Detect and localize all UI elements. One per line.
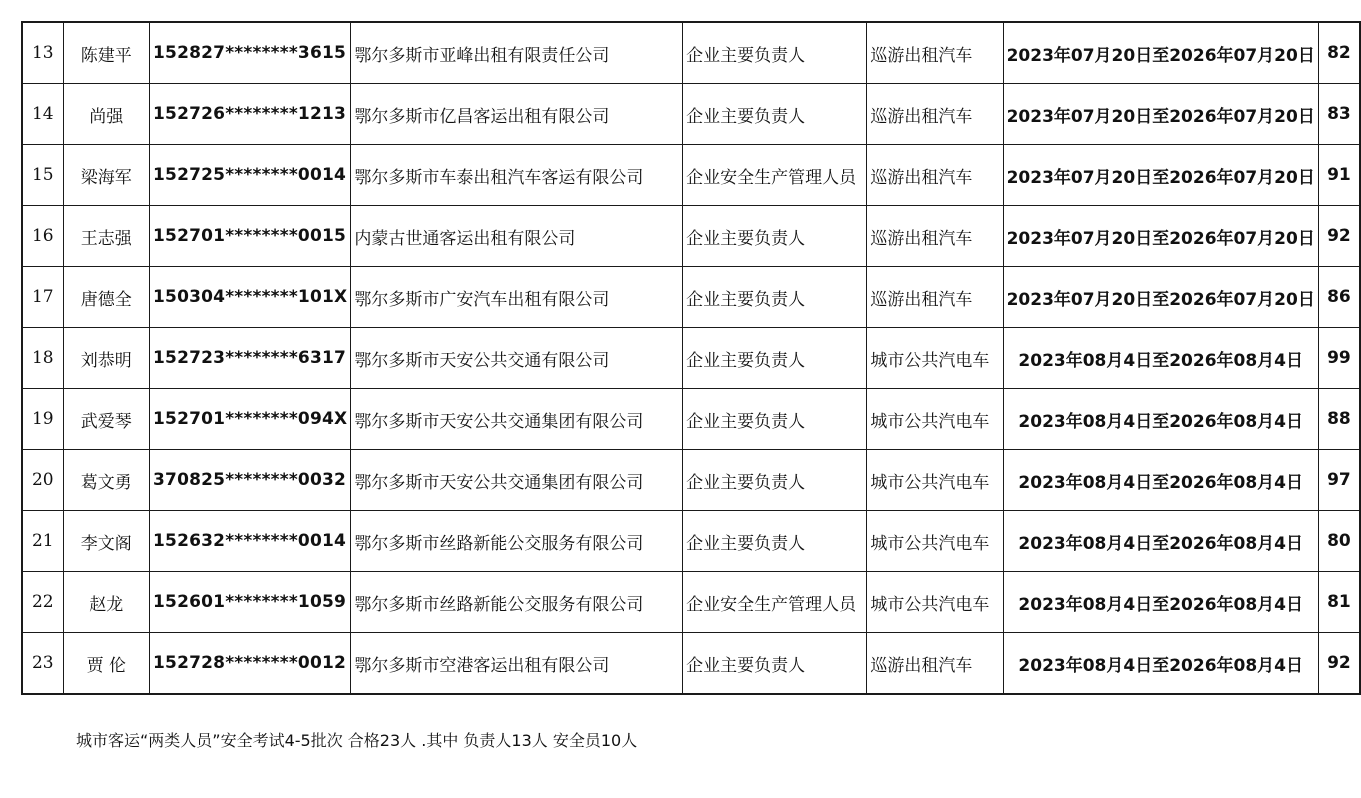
validity-period-cell: 2023年07月20日至2026年07月20日 (1003, 206, 1318, 267)
business-type-cell: 巡游出租汽车 (867, 84, 1003, 145)
company-name-cell: 鄂尔多斯市天安公共交通集团有限公司 (351, 450, 683, 511)
person-name-cell: 贾 伦 (63, 633, 149, 695)
summary-note: 城市客运“两类人员”安全考试4-5批次 合格23人 .其中 负责人13人 安全员10人 (76, 731, 638, 750)
company-name-cell: 鄂尔多斯市亿昌客运出租有限公司 (351, 84, 683, 145)
person-name-cell: 刘恭明 (63, 328, 149, 389)
validity-period-cell: 2023年08月4日至2026年08月4日 (1003, 389, 1318, 450)
table-row (22, 22, 1360, 84)
id-number-cell: 152701********0015 (150, 206, 351, 267)
company-name-cell: 鄂尔多斯市丝路新能公交服务有限公司 (351, 511, 683, 572)
id-number-cell: 152632********0014 (150, 511, 351, 572)
business-type-cell: 城市公共汽电车 (867, 572, 1003, 633)
id-number-cell: 152701********094X (150, 389, 351, 450)
table-row (22, 389, 1360, 450)
position-cell: 企业主要负责人 (683, 22, 867, 84)
id-number-cell: 370825********0032 (150, 450, 351, 511)
table-row (22, 145, 1360, 206)
person-name-cell: 武爱琴 (63, 389, 149, 450)
business-type-cell: 城市公共汽电车 (867, 511, 1003, 572)
company-name-cell: 鄂尔多斯市丝路新能公交服务有限公司 (351, 572, 683, 633)
row-number-cell: 16 (22, 206, 63, 267)
company-name-cell: 鄂尔多斯市车泰出租汽车客运有限公司 (351, 145, 683, 206)
row-number-cell: 22 (22, 572, 63, 633)
validity-period-cell: 2023年07月20日至2026年07月20日 (1003, 22, 1318, 84)
company-name-cell: 鄂尔多斯市天安公共交通有限公司 (351, 328, 683, 389)
table-row (22, 511, 1360, 572)
business-type-cell: 巡游出租汽车 (867, 206, 1003, 267)
position-cell: 企业主要负责人 (683, 511, 867, 572)
business-type-cell: 城市公共汽电车 (867, 328, 1003, 389)
position-cell: 企业主要负责人 (683, 206, 867, 267)
person-name-cell: 赵龙 (63, 572, 149, 633)
person-name-cell: 王志强 (63, 206, 149, 267)
company-name-cell: 鄂尔多斯市空港客运出租有限公司 (351, 633, 683, 695)
position-cell: 企业主要负责人 (683, 267, 867, 328)
score-cell: 83 (1318, 84, 1360, 145)
validity-period-cell: 2023年07月20日至2026年07月20日 (1003, 267, 1318, 328)
id-number-cell: 152601********1059 (150, 572, 351, 633)
validity-period-cell: 2023年08月4日至2026年08月4日 (1003, 511, 1318, 572)
position-cell: 企业安全生产管理人员 (683, 145, 867, 206)
table-row (22, 633, 1360, 695)
id-number-cell: 152827********3615 (150, 22, 351, 84)
id-number-cell: 152725********0014 (150, 145, 351, 206)
table-row (22, 206, 1360, 267)
table-row (22, 572, 1360, 633)
score-cell: 97 (1318, 450, 1360, 511)
score-cell: 88 (1318, 389, 1360, 450)
id-number-cell: 152726********1213 (150, 84, 351, 145)
position-cell: 企业安全生产管理人员 (683, 572, 867, 633)
validity-period-cell: 2023年07月20日至2026年07月20日 (1003, 145, 1318, 206)
score-cell: 91 (1318, 145, 1360, 206)
position-cell: 企业主要负责人 (683, 84, 867, 145)
person-name-cell: 李文阁 (63, 511, 149, 572)
personnel-table-body (22, 22, 1360, 694)
validity-period-cell: 2023年08月4日至2026年08月4日 (1003, 328, 1318, 389)
personnel-table (21, 21, 1361, 695)
company-name-cell: 鄂尔多斯市亚峰出租有限责任公司 (351, 22, 683, 84)
score-cell: 80 (1318, 511, 1360, 572)
position-cell: 企业主要负责人 (683, 389, 867, 450)
row-number-cell: 14 (22, 84, 63, 145)
business-type-cell: 巡游出租汽车 (867, 267, 1003, 328)
id-number-cell: 152723********6317 (150, 328, 351, 389)
row-number-cell: 17 (22, 267, 63, 328)
score-cell: 82 (1318, 22, 1360, 84)
id-number-cell: 152728********0012 (150, 633, 351, 695)
row-number-cell: 13 (22, 22, 63, 84)
business-type-cell: 城市公共汽电车 (867, 389, 1003, 450)
person-name-cell: 葛文勇 (63, 450, 149, 511)
score-cell: 81 (1318, 572, 1360, 633)
business-type-cell: 城市公共汽电车 (867, 450, 1003, 511)
score-cell: 99 (1318, 328, 1360, 389)
validity-period-cell: 2023年07月20日至2026年07月20日 (1003, 84, 1318, 145)
table-row (22, 450, 1360, 511)
table-row (22, 84, 1360, 145)
person-name-cell: 唐德全 (63, 267, 149, 328)
company-name-cell: 鄂尔多斯市广安汽车出租有限公司 (351, 267, 683, 328)
score-cell: 92 (1318, 633, 1360, 695)
business-type-cell: 巡游出租汽车 (867, 145, 1003, 206)
row-number-cell: 18 (22, 328, 63, 389)
person-name-cell: 梁海军 (63, 145, 149, 206)
row-number-cell: 20 (22, 450, 63, 511)
validity-period-cell: 2023年08月4日至2026年08月4日 (1003, 633, 1318, 695)
person-name-cell: 陈建平 (63, 22, 149, 84)
validity-period-cell: 2023年08月4日至2026年08月4日 (1003, 450, 1318, 511)
score-cell: 92 (1318, 206, 1360, 267)
position-cell: 企业主要负责人 (683, 450, 867, 511)
business-type-cell: 巡游出租汽车 (867, 22, 1003, 84)
table-row (22, 328, 1360, 389)
score-cell: 86 (1318, 267, 1360, 328)
row-number-cell: 19 (22, 389, 63, 450)
id-number-cell: 150304********101X (150, 267, 351, 328)
company-name-cell: 鄂尔多斯市天安公共交通集团有限公司 (351, 389, 683, 450)
table-row (22, 267, 1360, 328)
person-name-cell: 尚强 (63, 84, 149, 145)
position-cell: 企业主要负责人 (683, 633, 867, 695)
row-number-cell: 15 (22, 145, 63, 206)
company-name-cell: 内蒙古世通客运出租有限公司 (351, 206, 683, 267)
validity-period-cell: 2023年08月4日至2026年08月4日 (1003, 572, 1318, 633)
row-number-cell: 21 (22, 511, 63, 572)
row-number-cell: 23 (22, 633, 63, 695)
position-cell: 企业主要负责人 (683, 328, 867, 389)
business-type-cell: 巡游出租汽车 (867, 633, 1003, 695)
